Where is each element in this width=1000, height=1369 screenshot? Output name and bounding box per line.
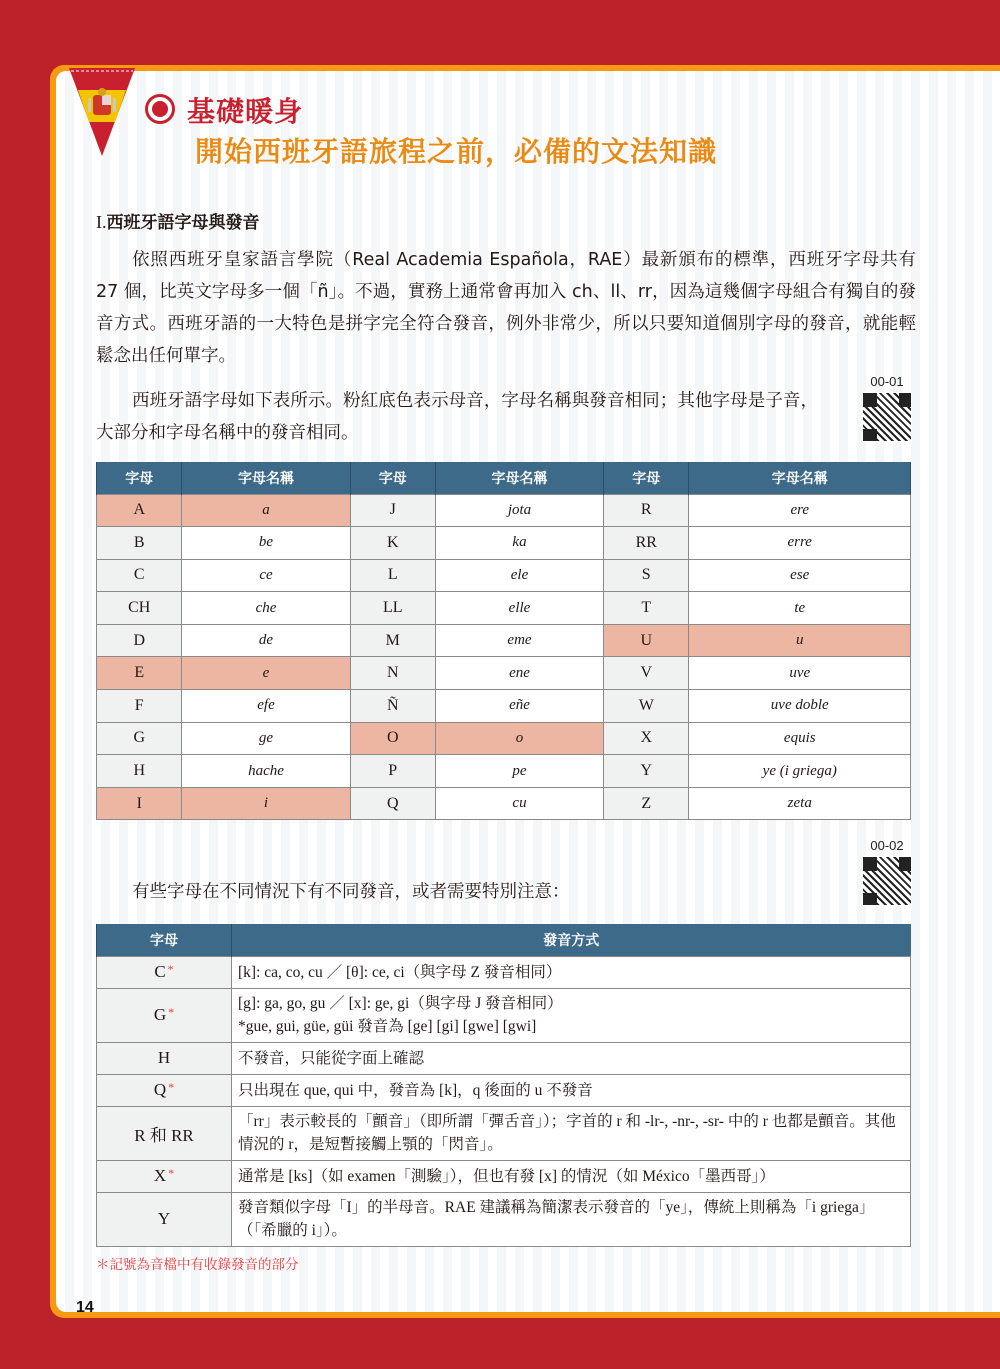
pronunciation-row — [97, 1192, 911, 1246]
pronunciation-description — [232, 988, 911, 1042]
letter-name-cell: te — [689, 592, 911, 625]
alphabet-row — [97, 624, 911, 657]
description-line: 只出現在 que, qui 中，發音為 [k]，q 後面的 u 不發音 — [238, 1081, 593, 1099]
alphabet-row — [97, 494, 911, 527]
pronunciation-description — [232, 1160, 911, 1192]
letter-cell: E — [97, 657, 182, 690]
letter-name-cell: ka — [435, 527, 603, 560]
letter-cell — [97, 988, 232, 1042]
letter-name-cell: u — [689, 624, 911, 657]
letter-name-cell: equis — [689, 722, 911, 755]
pronunciation-table-header — [97, 924, 911, 956]
letter-name-cell: ye (i griega) — [689, 755, 911, 788]
pronunciation-description — [232, 1074, 911, 1106]
letter-name-cell: uve doble — [689, 690, 911, 723]
audio-star-marker: * — [168, 1005, 175, 1019]
table-intro-paragraph: 西班牙語字母如下表所示。粉紅底色表示母音，字母名稱與發音相同；其他字母是子音，大部分和字母名稱中的發音相同。 — [96, 391, 818, 443]
letter-label: G — [153, 1005, 167, 1024]
letter-label: Y — [157, 1209, 171, 1228]
alphabet-row — [97, 527, 911, 560]
pronunciation-row — [97, 988, 911, 1042]
section-number: I. — [96, 212, 107, 232]
letter-name-cell: erre — [689, 527, 911, 560]
letter-label: R 和 RR — [134, 1125, 194, 1145]
column-header: 字母 — [97, 924, 232, 956]
description-line: 通常是 [ks]（如 examen「測驗」），但也有發 [x] 的情況（如 México「墨西哥」） — [238, 1167, 775, 1185]
audio-star-marker: * — [168, 1080, 175, 1094]
pronunciation-row — [97, 1042, 911, 1074]
letter-label: X — [153, 1166, 167, 1185]
letter-name-cell: o — [435, 722, 603, 755]
letter-cell: Y — [604, 755, 689, 788]
pronunciation-table — [96, 924, 911, 1247]
letter-cell: U — [604, 624, 689, 657]
letter-name-cell: cu — [435, 787, 603, 820]
letter-cell: I — [97, 787, 182, 820]
description-line: 「rr」表示較長的「顫音」（即所謂「彈舌音」）；字首的 r 和 -lr-, -nr-, -sr- 中的 r 也都是顫音。其他情況的 r，是短暫接觸上顎的「閃音」。 — [238, 1113, 896, 1153]
description-line: [k]: ca, co, cu ／ [θ]: ce, ci（與字母 Z 發音相同） — [238, 963, 562, 981]
intro-paragraph: 依照西班牙皇家語言學院（Real Academia Española，RAE）最新頒布的標準，西班牙字母共有 27 個，比英文字母多一個「ñ」。不過，實務上通常會再加入 ch、ll、rr，因為這幾個字母組合有獨自的發音方式。西班牙語的一大特色是拼字完全符合發音，例外非常少，所以只要知道個別字母的發音，就能輕鬆念出任何單字。 — [96, 250, 916, 366]
letter-cell: C — [97, 559, 182, 592]
description-line: [g]: ga, go, gu ／ [x]: ge, gi（與字母 J 發音相同） — [238, 995, 563, 1012]
letter-name-cell: e — [182, 657, 350, 690]
spain-flag-pennant-icon — [69, 68, 135, 156]
column-header: 字母 — [97, 462, 182, 494]
letter-cell: Z — [604, 787, 689, 820]
letter-cell: W — [604, 690, 689, 723]
alphabet-table — [96, 462, 911, 820]
letter-name-cell: elle — [435, 592, 603, 625]
letter-cell: H — [97, 755, 182, 788]
pronunciation-description — [232, 956, 911, 988]
letter-name-cell: ge — [182, 722, 350, 755]
track-number: 00-02 — [870, 838, 904, 853]
letter-name-cell: de — [182, 624, 350, 657]
letter-cell: R — [604, 494, 689, 527]
letter-cell: T — [604, 592, 689, 625]
qr-code-icon[interactable] — [862, 392, 912, 442]
pronunciation-description — [232, 1106, 911, 1160]
letter-cell: X — [604, 722, 689, 755]
letter-cell: LL — [350, 592, 435, 625]
pronunciation-description — [232, 1042, 911, 1074]
alphabet-row — [97, 722, 911, 755]
pronunciation-row — [97, 1106, 911, 1160]
letter-cell: M — [350, 624, 435, 657]
description-line: *gue, gui, güe, güi 發音為 [ge] [gi] [gwe] [gwi] — [238, 1018, 537, 1035]
audio-qr-block-2[interactable] — [860, 838, 914, 906]
letter-label: Q — [153, 1080, 167, 1099]
letter-name-cell: efe — [182, 690, 350, 723]
alphabet-row — [97, 755, 911, 788]
column-header: 字母名稱 — [182, 462, 350, 494]
alphabet-row — [97, 787, 911, 820]
alphabet-row — [97, 559, 911, 592]
section-heading — [96, 208, 260, 233]
column-header: 字母 — [604, 462, 689, 494]
pronunciation-row — [97, 1074, 911, 1106]
alphabet-row — [97, 690, 911, 723]
letter-cell: Ñ — [350, 690, 435, 723]
letter-name-cell: i — [182, 787, 350, 820]
column-header: 字母 — [350, 462, 435, 494]
letter-name-cell: jota — [435, 494, 603, 527]
column-header: 發音方式 — [232, 924, 911, 956]
letter-name-cell: ene — [435, 657, 603, 690]
alphabet-row — [97, 657, 911, 690]
target-bullet-icon — [145, 94, 175, 124]
letter-name-cell: a — [182, 494, 350, 527]
letter-name-cell: hache — [182, 755, 350, 788]
letter-label: C — [154, 962, 166, 981]
letter-name-cell: ele — [435, 559, 603, 592]
letter-cell: RR — [604, 527, 689, 560]
letter-cell: B — [97, 527, 182, 560]
letter-cell: A — [97, 494, 182, 527]
letter-cell: P — [350, 755, 435, 788]
letter-name-cell: pe — [435, 755, 603, 788]
letter-cell: O — [350, 722, 435, 755]
letter-cell: S — [604, 559, 689, 592]
alphabet-row — [97, 592, 911, 625]
audio-star-marker: * — [167, 962, 174, 976]
letter-name-cell: eñe — [435, 690, 603, 723]
letter-cell — [97, 956, 232, 988]
page-number: 14 — [76, 1299, 94, 1316]
letter-name-cell: ese — [689, 559, 911, 592]
letter-cell: G — [97, 722, 182, 755]
letter-cell — [97, 1074, 232, 1106]
special-intro-paragraph: 有些字母在不同情況下有不同發音，或者需要特別注意： — [132, 882, 570, 902]
footnote: ＊記號為音檔中有收錄發音的部分 — [96, 1257, 299, 1273]
letter-cell: CH — [97, 592, 182, 625]
section-title: 西班牙語字母與發音 — [106, 213, 260, 233]
description-line: 發音類似字母「I」的半母音。RAE 建議稱為簡潔表示發音的「ye」，傳統上則稱為「i griega」（「希臘的 i」）。 — [238, 1199, 875, 1239]
pronunciation-description — [232, 1192, 911, 1246]
letter-name-cell: zeta — [689, 787, 911, 820]
letter-label: H — [157, 1048, 171, 1067]
letter-name-cell: uve — [689, 657, 911, 690]
letter-cell — [97, 1042, 232, 1074]
track-number: 00-01 — [870, 374, 904, 389]
letter-name-cell: che — [182, 592, 350, 625]
title-subtitle: 開始西班牙語旅程之前，必備的文法知識 — [195, 135, 718, 168]
description-line: 不發音，只能從字面上確認 — [238, 1049, 425, 1067]
audio-star-marker: * — [168, 1166, 175, 1180]
title-main: 基礎暖身 — [187, 95, 304, 128]
alphabet-table-header — [97, 462, 911, 494]
letter-name-cell: ce — [182, 559, 350, 592]
letter-cell: L — [350, 559, 435, 592]
letter-cell: V — [604, 657, 689, 690]
letter-cell: J — [350, 494, 435, 527]
letter-cell: F — [97, 690, 182, 723]
column-header: 字母名稱 — [689, 462, 911, 494]
qr-code-icon[interactable] — [862, 856, 912, 906]
letter-cell: Q — [350, 787, 435, 820]
letter-cell — [97, 1106, 232, 1160]
letter-name-cell: be — [182, 527, 350, 560]
letter-cell — [97, 1192, 232, 1246]
letter-cell: N — [350, 657, 435, 690]
pronunciation-row — [97, 956, 911, 988]
letter-name-cell: ere — [689, 494, 911, 527]
letter-cell: K — [350, 527, 435, 560]
audio-qr-block-1[interactable] — [860, 374, 914, 442]
letter-cell — [97, 1160, 232, 1192]
column-header: 字母名稱 — [435, 462, 603, 494]
letter-name-cell: eme — [435, 624, 603, 657]
letter-cell: D — [97, 624, 182, 657]
pronunciation-row — [97, 1160, 911, 1192]
